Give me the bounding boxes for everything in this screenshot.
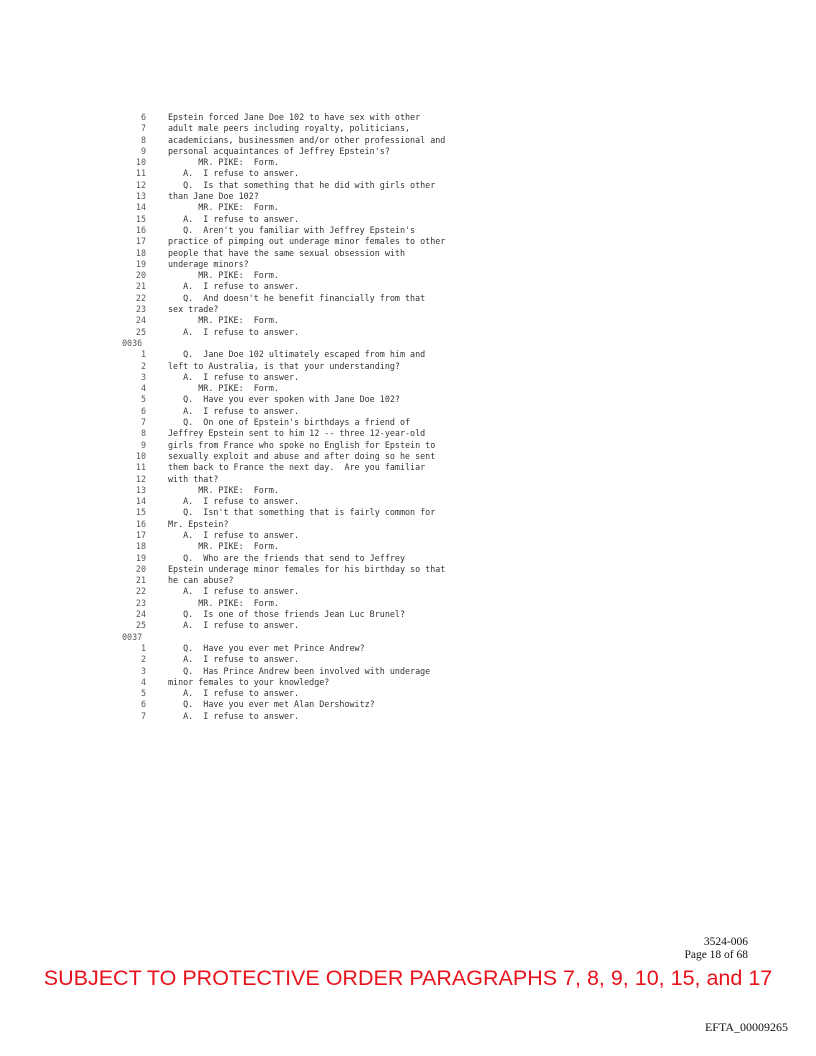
transcript-line [122, 530, 682, 541]
line-text: Jeffrey Epstein sent to him 12 -- three 12-year-old [168, 428, 426, 439]
transcript-line [122, 383, 682, 394]
line-text: them back to France the next day. Are you familiar [168, 462, 426, 473]
transcript-line [122, 598, 682, 609]
document-identifier [684, 936, 748, 962]
line-number: 18 [135, 247, 146, 258]
transcript-line [122, 575, 682, 586]
line-text: Q. Have you ever spoken with Jane Doe 102? [168, 394, 400, 405]
line-number: 12 [135, 179, 146, 190]
transcript-line [122, 168, 682, 179]
line-number: 8 [140, 134, 146, 145]
transcript-line [122, 259, 682, 270]
transcript-line [122, 270, 682, 281]
transcript-line [122, 564, 682, 575]
line-text: with that? [168, 473, 219, 484]
line-number: 7 [140, 123, 146, 134]
transcript-line [122, 135, 682, 146]
transcript-line [122, 451, 682, 462]
line-text: MR. PIKE: Form. [168, 157, 279, 168]
line-text: practice of pimping out underage minor females to other [168, 236, 446, 247]
transcript-line [122, 372, 682, 383]
transcript-line [122, 293, 682, 304]
page-marker: 0037 [122, 631, 143, 642]
transcript-line [122, 157, 682, 168]
line-number: 9 [140, 145, 146, 156]
transcript-line [122, 202, 682, 213]
line-text: A. I refuse to answer. [168, 168, 300, 179]
line-number: 17 [135, 529, 146, 540]
line-text: sex trade? [168, 304, 219, 315]
line-text: A. I refuse to answer. [168, 326, 300, 337]
line-text: A. I refuse to answer. [168, 654, 300, 665]
line-number: 14 [135, 496, 146, 507]
line-number: 25 [135, 620, 146, 631]
transcript-line [122, 327, 682, 338]
transcript-line [122, 711, 682, 722]
transcript-line [122, 688, 682, 699]
line-number: 13 [135, 191, 146, 202]
transcript-line [122, 123, 682, 134]
line-text: Mr. Epstein? [168, 518, 229, 529]
line-number: 23 [135, 597, 146, 608]
transcript-line [122, 281, 682, 292]
transcript-line [122, 485, 682, 496]
line-number: 11 [135, 462, 146, 473]
line-number: 9 [140, 439, 146, 450]
transcript-line [122, 677, 682, 688]
transcript-body [122, 112, 682, 722]
line-text: minor females to your knowledge? [168, 676, 330, 687]
line-text: MR. PIKE: Form. [168, 597, 279, 608]
transcript-line [122, 214, 682, 225]
line-text: he can abuse? [168, 575, 234, 586]
line-text: Q. Aren't you familiar with Jeffrey Epstein's [168, 224, 416, 235]
line-number: 18 [135, 541, 146, 552]
transcript-line [122, 620, 682, 631]
line-text: MR. PIKE: Form. [168, 202, 279, 213]
bates-number: EFTA_00009265 [704, 1020, 788, 1034]
transcript-line [122, 315, 682, 326]
line-number: 12 [135, 473, 146, 484]
line-number: 19 [135, 552, 146, 563]
protective-order-notice: SUBJECT TO PROTECTIVE ORDER PARAGRAPHS 7, 8, 9, 10, 15, and 17 [43, 966, 773, 990]
line-text: Q. Is one of those friends Jean Luc Brunel? [168, 609, 405, 620]
transcript-line [122, 406, 682, 417]
line-number: 3 [140, 665, 146, 676]
line-number: 23 [135, 304, 146, 315]
page-indicator: Page 18 of 68 [684, 949, 748, 961]
transcript-line [122, 349, 682, 360]
line-text: Q. Jane Doe 102 ultimately escaped from him and [168, 349, 426, 360]
line-text: A. I refuse to answer. [168, 405, 300, 416]
line-number: 14 [135, 202, 146, 213]
line-number: 2 [140, 654, 146, 665]
line-text: adult male peers including royalty, politicians, [168, 123, 411, 134]
line-text: left to Australia, is that your understanding? [168, 360, 400, 371]
line-number: 11 [135, 168, 146, 179]
line-number: 8 [140, 428, 146, 439]
transcript-line [122, 146, 682, 157]
transcript-line [122, 304, 682, 315]
line-text: underage minors? [168, 258, 249, 269]
transcript-line [122, 361, 682, 372]
line-number: 7 [140, 710, 146, 721]
line-number: 13 [135, 484, 146, 495]
line-number: 5 [140, 394, 146, 405]
line-text: personal acquaintances of Jeffrey Epstein's? [168, 145, 390, 156]
transcript-line [122, 496, 682, 507]
line-text: people that have the same sexual obsession with [168, 247, 405, 258]
line-text: A. I refuse to answer. [168, 529, 300, 540]
line-text: Q. On one of Epstein's birthdays a friend of [168, 417, 411, 428]
line-number: 17 [135, 236, 146, 247]
line-text: Q. Is that something that he did with girls other [168, 179, 436, 190]
line-text: MR. PIKE: Form. [168, 270, 279, 281]
transcript-line [122, 654, 682, 665]
line-number: 16 [135, 518, 146, 529]
line-number: 1 [140, 642, 146, 653]
line-number: 7 [140, 417, 146, 428]
transcript-line [122, 699, 682, 710]
transcript-line [122, 541, 682, 552]
line-text: MR. PIKE: Form. [168, 484, 279, 495]
line-number: 22 [135, 586, 146, 597]
line-number: 21 [135, 281, 146, 292]
line-number: 2 [140, 360, 146, 371]
line-number: 20 [135, 563, 146, 574]
transcript-line [122, 417, 682, 428]
transcript-line [122, 428, 682, 439]
line-text: Q. Have you ever met Alan Dershowitz? [168, 699, 375, 710]
line-text: A. I refuse to answer. [168, 586, 300, 597]
line-number: 24 [135, 609, 146, 620]
line-number: 4 [140, 676, 146, 687]
line-number: 6 [140, 699, 146, 710]
line-number: 25 [135, 326, 146, 337]
transcript-line [122, 666, 682, 677]
line-text: A. I refuse to answer. [168, 213, 300, 224]
line-text: A. I refuse to answer. [168, 620, 300, 631]
line-text: Q. Have you ever met Prince Andrew? [168, 642, 365, 653]
line-number: 15 [135, 213, 146, 224]
line-text: than Jane Doe 102? [168, 191, 259, 202]
line-number: 1 [140, 349, 146, 360]
line-text: Epstein forced Jane Doe 102 to have sex with other [168, 112, 421, 122]
line-text: Q. Isn't that something that is fairly common for [168, 507, 436, 518]
transcript-line [122, 112, 682, 123]
line-text: A. I refuse to answer. [168, 371, 300, 382]
line-text: Q. Has Prince Andrew been involved with underage [168, 665, 431, 676]
line-text: MR. PIKE: Form. [168, 541, 279, 552]
transcript-line [122, 191, 682, 202]
transcript-line [122, 553, 682, 564]
line-number: 24 [135, 315, 146, 326]
transcript-line [122, 609, 682, 620]
transcript-line [122, 440, 682, 451]
line-number: 10 [135, 450, 146, 461]
line-number: 10 [135, 157, 146, 168]
line-text: MR. PIKE: Form. [168, 315, 279, 326]
transcript-line [122, 225, 682, 236]
line-number: 22 [135, 292, 146, 303]
line-text: sexually exploit and abuse and after doing so he sent [168, 450, 436, 461]
line-number: 5 [140, 688, 146, 699]
document-number: 3524-006 [703, 936, 748, 948]
line-number: 20 [135, 270, 146, 281]
line-number: 4 [140, 383, 146, 394]
line-text: MR. PIKE: Form. [168, 383, 279, 394]
line-text: A. I refuse to answer. [168, 710, 300, 721]
transcript-line [122, 462, 682, 473]
transcript-line [122, 236, 682, 247]
transcript-line [122, 474, 682, 485]
transcript-line [122, 586, 682, 597]
line-text: A. I refuse to answer. [168, 281, 300, 292]
transcript-line [122, 507, 682, 518]
line-text: girls from France who spoke no English for Epstein to [168, 439, 436, 450]
line-text: Q. And doesn't he benefit financially from that [168, 292, 426, 303]
line-number: 3 [140, 371, 146, 382]
line-number: 15 [135, 507, 146, 518]
transcript-line [122, 643, 682, 654]
line-number: 6 [140, 405, 146, 416]
transcript-line [122, 180, 682, 191]
page-marker: 0036 [122, 337, 143, 348]
line-number: 16 [135, 224, 146, 235]
line-text: Epstein underage minor females for his birthday so that [168, 563, 446, 574]
line-text: Q. Who are the friends that send to Jeffrey [168, 552, 405, 563]
line-number: 21 [135, 575, 146, 586]
line-text: A. I refuse to answer. [168, 688, 300, 699]
transcript-line [122, 394, 682, 405]
line-text: A. I refuse to answer. [168, 496, 300, 507]
transcript-line [122, 519, 682, 530]
line-number: 6 [140, 112, 146, 122]
line-number: 19 [135, 258, 146, 269]
transcript-line [122, 248, 682, 259]
line-text: academicians, businessmen and/or other professional and [168, 134, 446, 145]
